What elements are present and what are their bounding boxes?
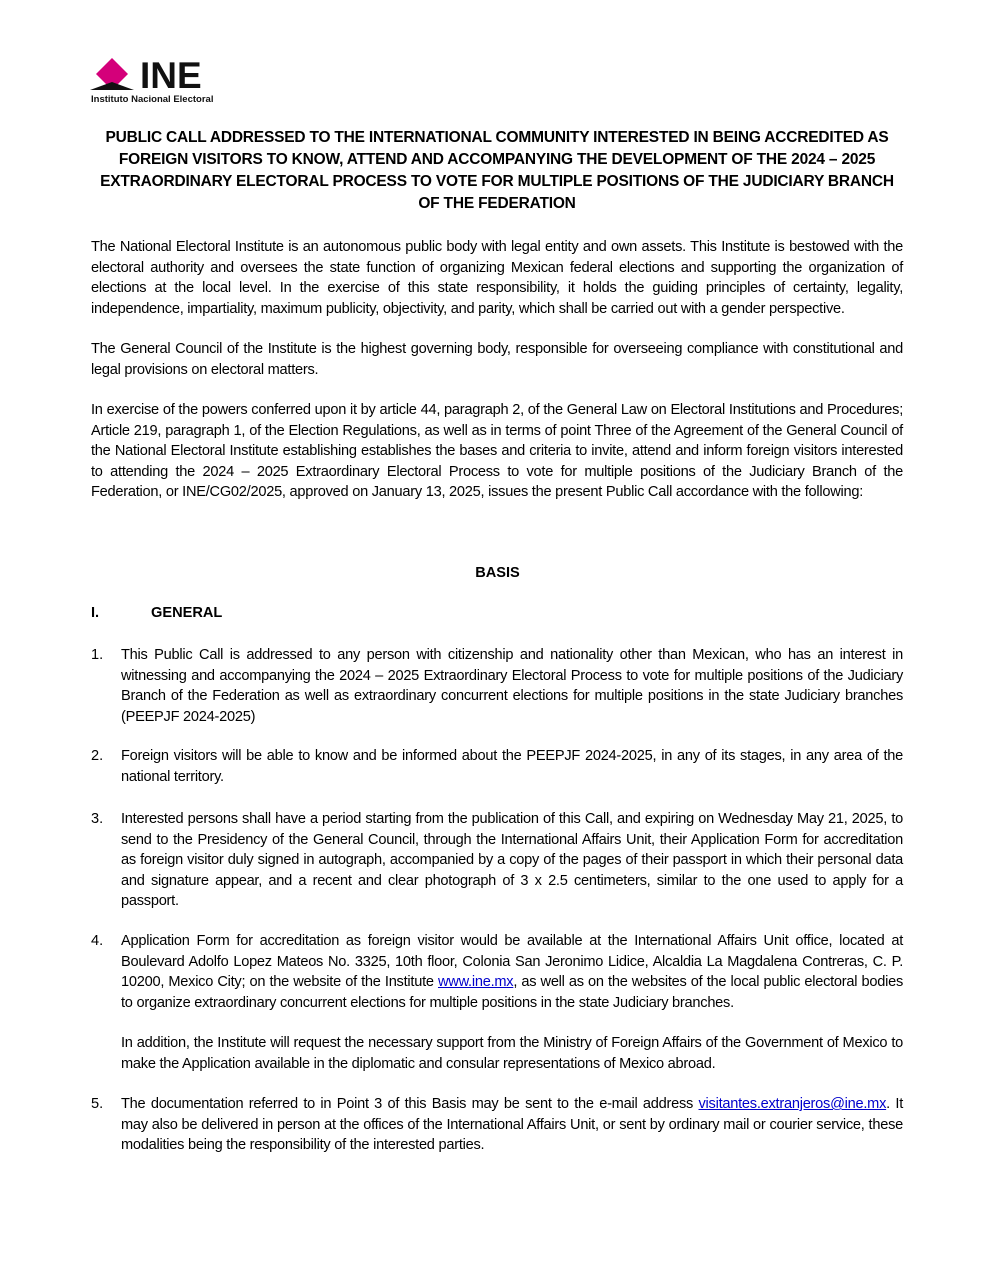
intro-paragraph-2: The General Council of the Institute is the highest governing body, responsible for overseeing compliance with constitutional and legal provisions on electoral matters. — [91, 341, 903, 378]
list-item-extra-text: In addition, the Institute will request the necessary support from the Ministry of Foreign Affairs of the Government of Mexico to make the Application available in the diplomatic and consular representations of Mexico abroad. — [121, 1035, 903, 1072]
logo-subtitle: Instituto Nacional Electoral — [91, 94, 214, 105]
basis-heading: BASIS — [475, 565, 520, 581]
item-text-part: Application Form for accreditation as foreign visitor would be available at the International Affairs Unit office, located at Boulevard Adolfo Lopez Mateos No. 3325, 10th floor, Colonia San Jeronimo Lidice, Alcaldia La Magdalena Contreras, C. P. 10200, Mexico City; on the website of the Institute — [121, 933, 903, 990]
ine-website-link[interactable]: www.ine.mx — [437, 974, 514, 990]
logo-wordmark: INE — [140, 55, 202, 96]
list-item-text: This Public Call is addressed to any person with citizenship and nationality other than Mexican, who has an interest in witnessing and accompanying the 2024 – 2025 Extraordinary Electoral Process to vote for multiple positions of the Judiciary Branch of the Federation as well as extraordinary concurrent elections for multiple positions in the state Judiciary branches (PEEPJF 2024-2025) — [121, 647, 903, 725]
email-link[interactable]: visitantes.extranjeros@ine.mx — [698, 1096, 887, 1112]
section-title: GENERAL — [151, 605, 223, 621]
list-item-text: Interested persons shall have a period starting from the publication of this Call, and expiring on Wednesday May 21, 2025, to send to the Presidency of the General Council, through the International Affairs Unit, their Application Form for accreditation as foreign visitor duly signed in autograph, accompanied by a copy of the pages of their passport in which their personal data and signature appear, and a recent and clear photograph of 3 x 2.5 centimeters, similar to the one used to apply for a passport. — [121, 811, 903, 909]
section-number: I. — [91, 605, 100, 621]
item-text-part: . It may also be delivered in person at the offices of the International Affairs Unit, or sent by ordinary mail or courier service, these modalities being the responsibility of the interested parties. — [121, 1096, 903, 1153]
item-number: 1. — [91, 647, 104, 663]
ine-logo — [90, 56, 250, 108]
item-number: 4. — [91, 933, 104, 949]
list-item-text — [121, 931, 903, 1013]
document-title: PUBLIC CALL ADDRESSED TO THE INTERNATIONAL COMMUNITY INTERESTED IN BEING ACCREDITED AS FOREIGN VISITORS TO KNOW, ATTEND AND ACCOMPANYING THE DEVELOPMENT OF THE 2024 – 2025 EXTRAORDINARY ELECTORAL PROCESS TO VOTE FOR MULTIPLE POSITIONS OF THE JUDICIARY BRANCH OF THE FEDERATION — [100, 129, 894, 212]
list-item-text: Foreign visitors will be able to know and be informed about the PEEPJF 2024-2025, in any of its stages, in any area of the national territory. — [121, 748, 903, 785]
intro-paragraph-1: The National Electoral Institute is an autonomous public body with legal entity and own assets. This Institute is bestowed with the electoral authority and oversees the state function of organizing Mexican federal elections and supporting the organization of elections at the local level. In the exercise of this state responsibility, it holds the guiding principles of certainty, legality, independence, impartiality, maximum publicity, objectivity, and parity, which shall be carried out with a gender perspective. — [91, 239, 903, 317]
intro-paragraph-3: In exercise of the powers conferred upon it by article 44, paragraph 2, of the General Law on Electoral Institutions and Procedures; Article 219, paragraph 1, of the Election Regulations, as well as in terms of point Three of the Agreement of the General Council of the National Electoral Institute establishing establishes the bases and criteria to invite, attend and inform foreign visitors interested to attending the 2024 – 2025 Extraordinary Electoral Process to vote for multiple positions of the Judiciary Branch of the Federation, or INE/CG02/2025, approved on January 13, 2025, issues the present Public Call accordance with the following: — [91, 402, 903, 500]
ine-diamond-icon — [90, 56, 138, 94]
list-item-text — [121, 1094, 903, 1156]
item-number: 2. — [91, 748, 104, 764]
item-number: 5. — [91, 1096, 104, 1112]
item-text-part: The documentation referred to in Point 3 of this Basis may be sent to the e-mail address — [121, 1096, 699, 1112]
item-text-part: , as well as on the websites of the local public electoral bodies to organize extraordinary concurrent elections for multiple positions in the state Judiciary branches. — [121, 974, 903, 1011]
item-number: 3. — [91, 811, 104, 827]
